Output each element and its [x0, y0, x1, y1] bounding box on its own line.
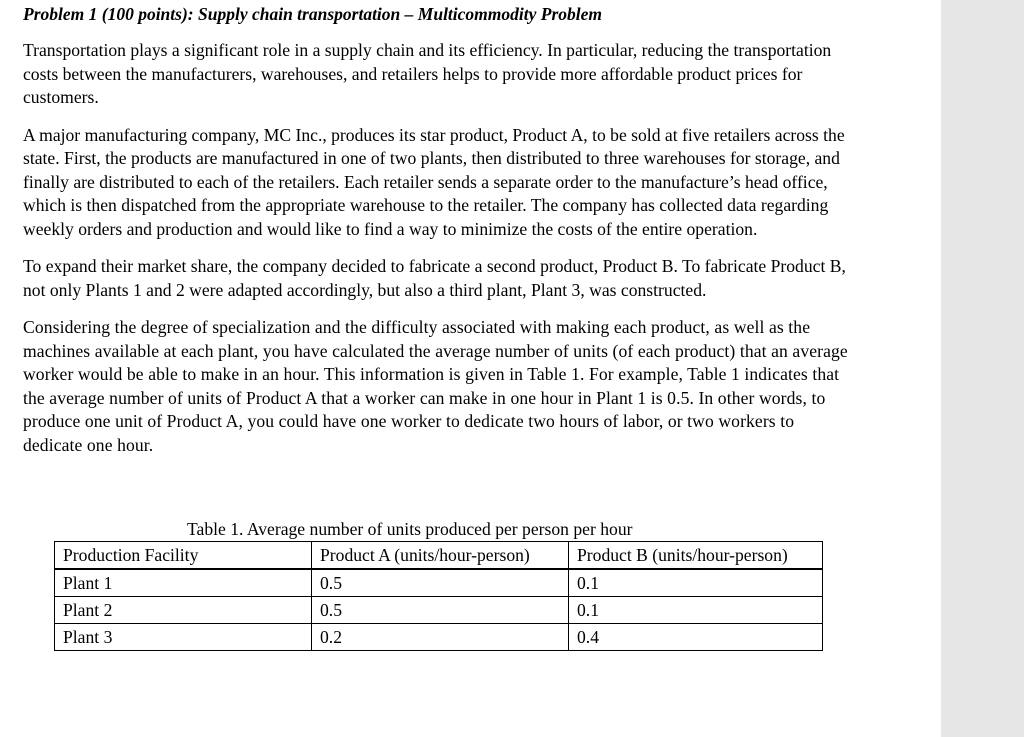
- table-row: [55, 597, 823, 624]
- document-body: [23, 3, 853, 471]
- cell-facility: Plant 3: [55, 624, 312, 651]
- paragraph-product-b: To expand their market share, the company decided to fabricate a second product, Product B. To fabricate Product B, not only Plants 1 and 2 were adapted accordingly, but also a third plant, Plant 3, was constructed.: [23, 256, 846, 300]
- cell-facility: Plant 1: [55, 569, 312, 597]
- table-header-row: [55, 542, 823, 570]
- problem-heading: Problem 1 (100 points): Supply chain transportation – Multicommodity Problem: [23, 4, 603, 24]
- header-production-facility: Production Facility: [55, 542, 312, 570]
- paragraph-transportation: Transportation plays a significant role in a supply chain and its efficiency. In particular, reducing the transportation costs between the manufacturers, warehouses, and retailers helps to provide more affordable product prices for customers.: [23, 40, 832, 107]
- table-row: [55, 569, 823, 597]
- table-row: [55, 624, 823, 651]
- production-rate-table: [54, 541, 823, 651]
- cell-product-a: 0.5: [312, 569, 569, 597]
- cell-product-b: 0.1: [569, 597, 823, 624]
- paragraph-company: A major manufacturing company, MC Inc., produces its star product, Product A, to be sold at five retailers across the state. First, the products are manufactured in one of two plants, then distributed to three warehouses for storage, and finally are distributed to each of the retailers. Each retailer sends a separate order to the manufacture’s head office, which is then dispatched from the appropriate warehouse to the retailer. The company has collected data regarding weekly orders and production and would like to find a way to minimize the costs of the entire operation.: [23, 124, 845, 239]
- cell-product-b: 0.1: [569, 569, 823, 597]
- header-product-b: Product B (units/hour-person): [569, 542, 823, 570]
- paragraph-specialization: Considering the degree of specialization and the difficulty associated with making each product, as well as the machines available at each plant, you have calculated the average number of units (of each product) that an average worker would be able to make in an hour. This information is given in Table 1. For example, Table 1 indicates that the average number of units of Product A that a worker can make in one hour in Plant 1 is 0.5. In other words, to produce one unit of Product A, you could have one worker to dedicate two hours of labor, or two workers to dedicate one hour.: [23, 317, 848, 455]
- side-panel: [941, 0, 1024, 737]
- table-caption: Table 1. Average number of units produced per person per hour: [187, 519, 633, 539]
- cell-product-b: 0.4: [569, 624, 823, 651]
- cell-product-a: 0.5: [312, 597, 569, 624]
- cell-facility: Plant 2: [55, 597, 312, 624]
- cell-product-a: 0.2: [312, 624, 569, 651]
- header-product-a: Product A (units/hour-person): [312, 542, 569, 570]
